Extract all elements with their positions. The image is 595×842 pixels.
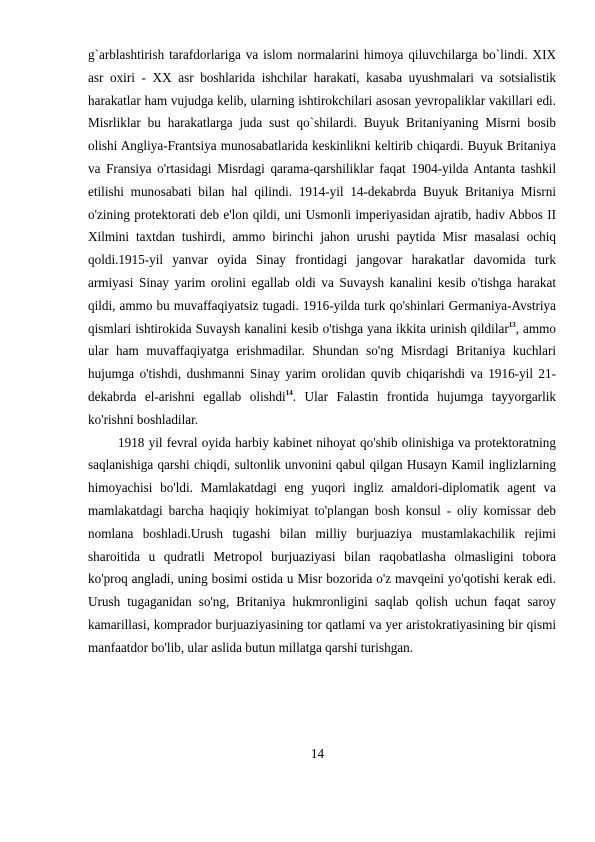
paragraph-1	[88, 44, 556, 432]
paragraph-2	[88, 432, 556, 660]
footnote-ref-13[interactable]: 13	[508, 320, 516, 329]
paragraph-2-text: 1918 yil fevral oyida harbiy kabinet nihoyat qo'shib olinishiga va protektoratning saqlanishiga qarshi chiqdi, sultonlik unvonini qabul qilgan Husayn Kamil inglizlarning himoyachisi bo'ldi. Mamlakatdagi eng yuqori ingliz amaldori-diplomatik agent va mamlakatdagi barcha haqiqiy hokimiyat to'plangan bosh konsul - oliy komissar deb nomlana boshladi.Urush tugashi bilan milliy burjuaziya mustamlakachilik rejimi sharoitida u qudratli Metropol burjuaziyasi bilan raqobatlasha olmasligini tobora ko'proq angladi, uning bosimi ostida u Misr bozorida o'z mavqeini yo'qotishi kerak edi. Urush tugaganidan so'ng, Britaniya hukmronligini saqlab qolish uchun faqat saroy kamarillasi, komprador burjuaziyasining tor qatlami va yer aristokratiyasining bir qismi manfaatdor bo'lib, ular aslida butun millatga qarshi turishgan.	[88, 434, 556, 655]
paragraph-1-text-b: , ammo ular ham muvaffaqiyatga erishmadilar. Shundan so'ng Misrdagi Britaniya kuchlari hujumga o'tishdi, dushmanni Sinay yarim orolidan quvib chiqarishdi va 1916-yil 21-dekabrda el-arishni egallab olishdi	[88, 320, 556, 404]
document-body	[88, 44, 556, 660]
footnote-ref-14[interactable]: 14	[285, 388, 293, 397]
paragraph-1-text-a: g`arblashtirish tarafdorlariga va islom normalarini himoya qiluvchilarga bo`lindi. XIX asr oxiri - XX asr boshlarida ishchilar harakati, kasaba uyushmalari va sotsialistik harakatlar ham vujudga kelib, ularning ishtirokchilari asosan yevropaliklar vakillari edi. Misrliklar bu harakatlarga juda sust qo`shilardi. Buyuk Britaniyaning Misrni bosib olishi Angliya-Frantsiya munosabatlarida keskinlikni keltirib chiqardi. Buyuk Britaniya va Fransiya o'rtasidagi Misrdagi qarama-qarshiliklar faqat 1904-yilda Antanta tashkil etilishi munosabati bilan hal qilindi. 1914-yil 14-dekabrda Buyuk Britaniya Misrni o'zining protektorati deb e'lon qildi, uni Usmonli imperiyasidan ajratib, hadiv Abbos II Xilmini taxtdan tushirdi, ammo birinchi jahon urushi paytida Misr masalasi ochiq qoldi.1915-yil yanvar oyida Sinay frontidagi jangovar harakatlar davomida turk armiyasi Sinay yarim orolini egallab oldi va Suvaysh kanalini kesib o'tishga harakat qildi, ammo bu muvaffaqiyatsiz tugadi. 1916-yilda turk qo'shinlari Germaniya-Avstriya qismlari ishtirokida Suvaysh kanalini kesib o'tishga yana ikkita urinish qildilar	[88, 47, 556, 336]
page-number: 14	[310, 746, 325, 761]
paragraph-1-text-c: . Ular Falastin frontida hujumga tayyorgarlik ko'rishni boshladilar.	[88, 388, 556, 427]
